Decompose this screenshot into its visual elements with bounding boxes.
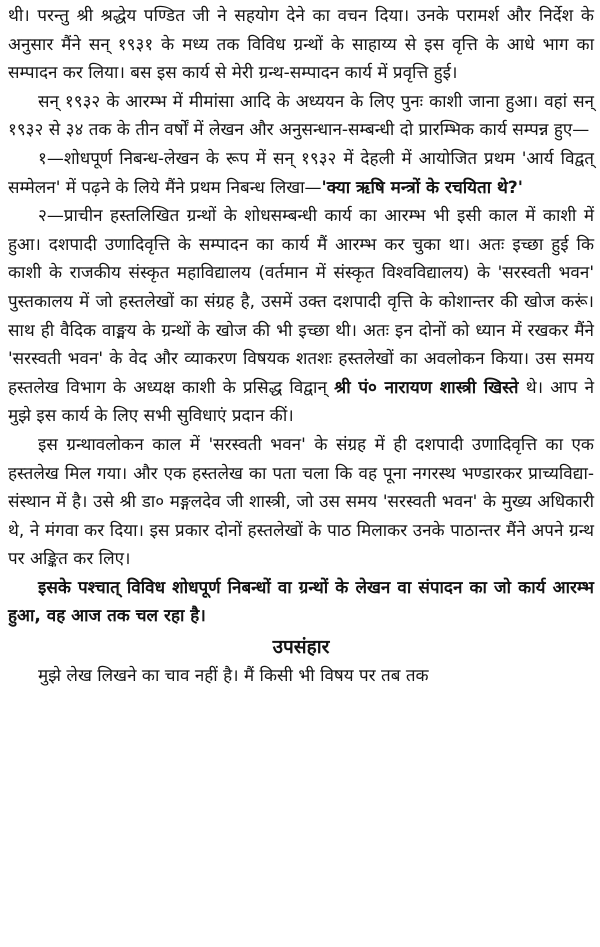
- list-item-manuscript-research: [8, 202, 594, 431]
- paragraph-kashi-visit: सन् १९३२ के आरम्भ में मीमांसा आदि के अध्ययन के लिए पुनः काशी जाना हुआ। वहां सन् १९३२ से ३४ तक के तीन वर्षों में लेखन और अनुसन्धान-सम्बन्धी दो प्रारम्भिक कार्य सम्पन्न हुए—: [8, 91, 594, 141]
- paragraph-project-start: थी। परन्तु श्री श्रद्धेय पण्डित जी ने सहयोग देने का वचन दिया। उनके परामर्श और निर्देश के अनुसार मैंने सन् १९३१ के मध्य तक विविध ग्रन्थों के साहाय्य से इस वृत्ति के आधे भाग का सम्पादन कर लिया। बस इस कार्य से मेरी ग्रन्थ-सम्पादन कार्य में प्रवृत्ति हुई।: [8, 6, 594, 84]
- list-item-first-essay: [8, 145, 594, 202]
- paragraph-ongoing-work: इसके पश्चात् विविध शोधपूर्ण निबन्धों वा ग्रन्थों के लेखन वा संपादन का जो कार्य आरम्भ हुआ, वह आज तक चल रहा है।: [8, 577, 594, 627]
- paragraph-conclusion-start: मुझे लेख लिखने का चाव नहीं है। मैं किसी भी विषय पर तब तक: [38, 666, 429, 687]
- paragraph-manuscript-found: इस ग्रन्थावलोकन काल में 'सरस्वती भवन' के संग्रह में ही दशपादी उणादिवृत्ति का एक हस्तलेख मिल गया। और एक हस्तलेख का पता चला कि वह पूना नगरस्थ भण्डारकर प्राच्यविद्या-संस्थान में है। उसे श्री डा० मङ्गलदेव जी शास्त्री, जो उस समय 'सरस्वती भवन' के मुख्य अधिकारी थे, ने मंगवा कर दिया। इस प्रकार दोनों हस्तलेखों के पाठ मिलाकर उनके पाठान्तर मैंने अपने ग्रन्थ पर अङ्कित कर लिए।: [8, 434, 594, 570]
- section-heading-conclusion: उपसंहार: [272, 636, 330, 659]
- list-item-first-essay-text: १—शोधपूर्ण निबन्ध-लेखन के रूप में सन् १९३२ में देहली में आयोजित प्रथम 'आर्य विद्वत् सम्मेलन' में पढ़ने के लिये मैंने प्रथम निबन्ध लिखा—: [8, 148, 594, 198]
- scholar-name: श्री पं० नारायण शास्त्री खिस्ते: [334, 377, 519, 398]
- list-item-manuscript-tail: थे। आप ने मुझे इस कार्य के लिए सभी सुविधाएं प्रदान कीं।: [8, 377, 595, 427]
- essay-title: 'क्या ऋषि मन्त्रों के रचयिता थे?': [321, 177, 523, 198]
- list-item-manuscript-text: २—प्राचीन हस्तलिखित ग्रन्थों के शोधसम्बन्धी कार्य का आरम्भ भी इसी काल में काशी में हुआ। दशपादी उणादिवृत्ति के सम्पादन का कार्य मैं आरम्भ कर चुका था। अतः इच्छा हुई कि काशी के राजकीय संस्कृत महाविद्यालय (वर्तमान में संस्कृत विश्वविद्यालय) के 'सरस्वती भवन' पुस्तकालय में जो हस्तलेखों का संग्रह है, उसमें उक्त दशपादी वृत्ति के कोशान्तर की खोज करूं। साथ ही वैदिक वाङ्मय के ग्रन्थों के खोज की भी इच्छा थी। अतः इन दोनों को ध्यान में रखकर मैंने 'सरस्वती भवन' के वेद और व्याकरण विषयक शतशः हस्तलेखों का अवलोकन किया। उस समय हस्तलेख विभाग के अध्यक्ष काशी के प्रसिद्ध विद्वान्: [8, 206, 595, 398]
